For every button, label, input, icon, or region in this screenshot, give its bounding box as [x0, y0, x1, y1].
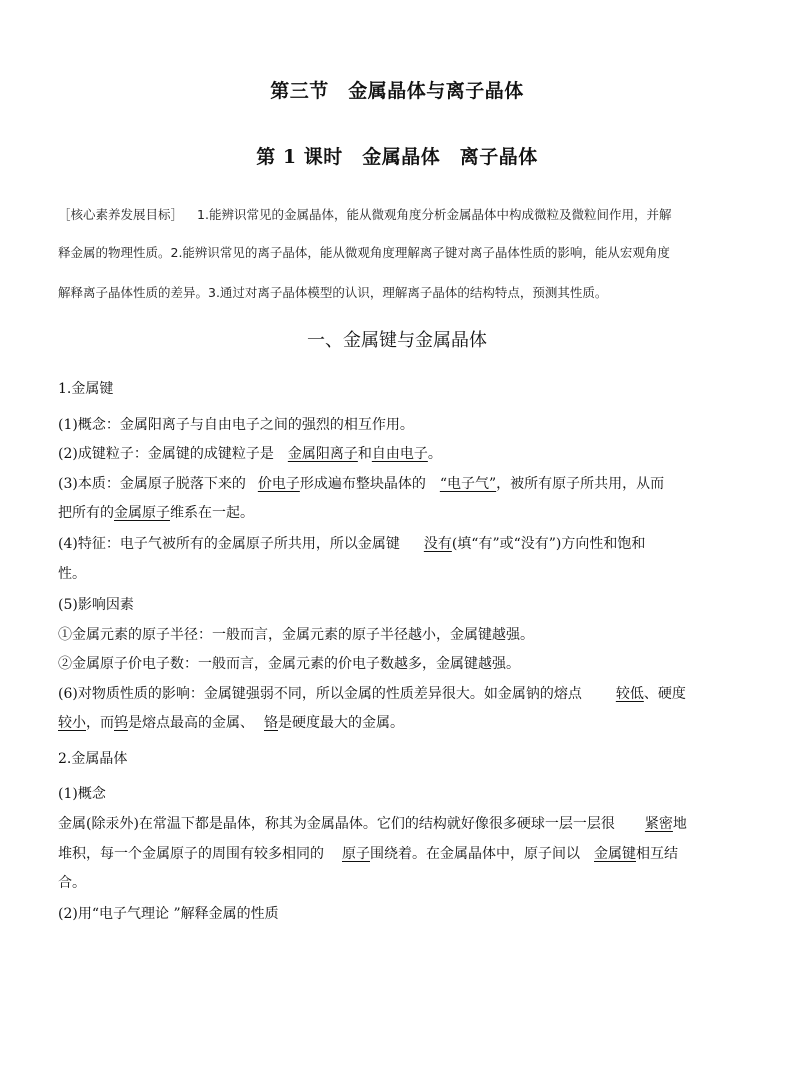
text: 地	[672, 816, 687, 832]
text: (3)本质：金属原子脱落下来的	[58, 476, 246, 492]
answer-blank: 金属阳离子	[287, 446, 358, 462]
subheading-metallic-crystal: 2.金属晶体	[58, 751, 128, 767]
goals-label: ［核心素养发展目标］	[58, 207, 184, 222]
text: 和	[357, 446, 372, 462]
text: (填“有”或“没有”)方向性和饱和	[451, 536, 646, 552]
text: 、硬度	[643, 686, 686, 702]
answer-blank: 较低	[615, 686, 644, 702]
goals-line-1	[58, 205, 671, 223]
crystal-concept-line-2	[58, 843, 678, 863]
text: 是熔点最高的金属、	[128, 715, 254, 731]
lesson-subtitle: 第 1 课时 金属晶体 离子晶体	[256, 146, 538, 168]
factor-valence: ②金属原子价电子数：一般而言，金属元素的价电子数越多，金属键越强。	[58, 656, 520, 672]
text: 把所有的	[58, 505, 114, 521]
answer-blank: 钨	[114, 715, 128, 731]
bonding-particles-line	[58, 443, 442, 463]
property-effect-line	[58, 683, 686, 703]
property-effect-line-2	[58, 712, 404, 732]
text: 。	[427, 446, 442, 462]
answer-blank: 原子	[342, 846, 370, 862]
text: 金属(除汞外)在常温下都是晶体，称其为金属晶体。它们的结构就好像很多硬球一层一层很	[58, 816, 615, 832]
subheading-metallic-bond: 1.金属键	[58, 381, 114, 397]
answer-blank: 没有	[423, 536, 452, 552]
text: 是硬度最大的金属。	[278, 715, 404, 731]
section-heading-1: 一、金属键与金属晶体	[307, 330, 487, 351]
goals-line-2: 释金属的物理性质。2.能辨识常见的离子晶体，能从微观角度理解离子键对离子晶体性质的影响，能从宏观角度	[58, 245, 670, 260]
crystal-concept-line-3: 合。	[58, 875, 86, 891]
feature-line-2: 性。	[58, 566, 86, 582]
concept-heading: (1)概念	[58, 786, 106, 802]
page-title: 第三节 金属晶体与离子晶体	[270, 80, 524, 102]
goals-text-1: 1.能辨识常见的金属晶体，能从微观角度分析金属晶体中构成微粒及微粒间作用，并解	[197, 207, 672, 222]
text: (6)对物质性质的影响：金属键强弱不同，所以金属的性质差异很大。如金属钠的熔点	[58, 686, 582, 702]
text: (4)特征：电子气被所有的金属原子所共用，所以金属键	[58, 536, 400, 552]
answer-blank: “电子气”	[439, 476, 497, 492]
crystal-concept-line-1	[58, 813, 687, 833]
answer-blank: 金属键	[594, 846, 636, 862]
answer-blank: 价电子	[257, 476, 300, 492]
electron-gas-heading: (2)用“电子气理论 ”解释金属的性质	[58, 906, 279, 922]
text: ，而	[86, 715, 114, 731]
answer-blank: 紧密	[644, 816, 673, 832]
feature-line	[58, 533, 645, 553]
answer-blank: 较小	[58, 715, 86, 731]
text: 堆积，每一个金属原子的周围有较多相同的	[58, 846, 324, 862]
essence-line-2	[58, 502, 254, 522]
text: ，被所有原子所共用，从而	[496, 476, 665, 492]
factor-radius: ①金属元素的原子半径：一般而言，金属元素的原子半径越小，金属键越强。	[58, 627, 534, 643]
concept-line: (1)概念：金属阳离子与自由电子之间的强烈的相互作用。	[58, 417, 414, 433]
text: 形成遍布整块晶体的	[299, 476, 426, 492]
answer-blank: 铬	[264, 715, 278, 731]
essence-line	[58, 473, 664, 493]
text: 相互结	[636, 846, 678, 862]
factors-heading: (5)影响因素	[58, 597, 134, 613]
text: (2)成键粒子：金属键的成键粒子是	[58, 446, 274, 462]
text: 围绕着。在金属晶体中，原子间以	[370, 846, 580, 862]
goals-line-3: 解释离子晶体性质的差异。3.通过对离子晶体模型的认识，理解离子晶体的结构特点，预测其性质。	[58, 285, 608, 300]
answer-blank: 金属原子	[114, 505, 170, 521]
answer-blank: 自由电子	[371, 446, 428, 462]
text: 维系在一起。	[170, 505, 254, 521]
